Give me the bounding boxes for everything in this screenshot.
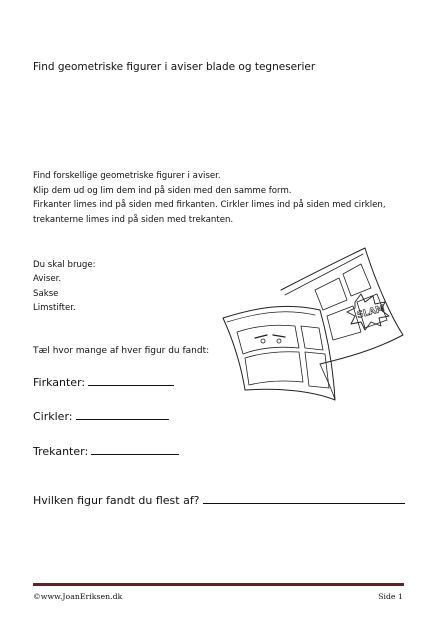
materials-list bbox=[33, 272, 76, 316]
footer-copyright: ©www.JoanEriksen.dk bbox=[33, 592, 123, 601]
material-item: Sakse bbox=[33, 288, 59, 299]
materials-heading: Du skal bruge: bbox=[33, 260, 96, 270]
instructions bbox=[33, 169, 386, 227]
page-title: Find geometriske figurer i aviser blade og tegneserier bbox=[33, 61, 316, 73]
circles-answer-line[interactable] bbox=[76, 408, 169, 420]
triangles-label: Trekanter: bbox=[33, 445, 89, 458]
material-item: Limstifter. bbox=[33, 303, 76, 313]
triangles-question bbox=[33, 443, 179, 458]
instruction-line: Klip dem ud og lim dem ind på siden med den samme form. bbox=[33, 185, 292, 196]
instruction-line: trekanterne limes ind på siden med trekanten. bbox=[33, 214, 234, 225]
triangles-answer-line[interactable] bbox=[91, 443, 179, 455]
final-question-label: Hvilken figur fandt du flest af? bbox=[33, 494, 200, 507]
count-prompt: Tæl hvor mange af hver figur du fandt: bbox=[33, 346, 210, 356]
circles-question bbox=[33, 408, 169, 423]
page-number: Side 1 bbox=[378, 592, 403, 601]
instruction-line: Firkanter limes ind på siden med firkanten. Cirkler limes ind på siden med cirklen, bbox=[33, 200, 386, 210]
final-question bbox=[33, 492, 405, 507]
newspaper-illustration bbox=[215, 240, 405, 410]
comic-sound-label: SLAM bbox=[355, 303, 386, 321]
circles-label: Cirkler: bbox=[33, 410, 73, 423]
material-item: Aviser. bbox=[33, 274, 62, 284]
squares-label: Firkanter: bbox=[33, 376, 86, 389]
squares-question bbox=[33, 374, 174, 389]
final-answer-line[interactable] bbox=[203, 492, 405, 504]
squares-answer-line[interactable] bbox=[88, 374, 174, 386]
footer-divider bbox=[33, 583, 404, 586]
instruction-line: Find forskellige geometriske figurer i aviser. bbox=[33, 171, 221, 181]
